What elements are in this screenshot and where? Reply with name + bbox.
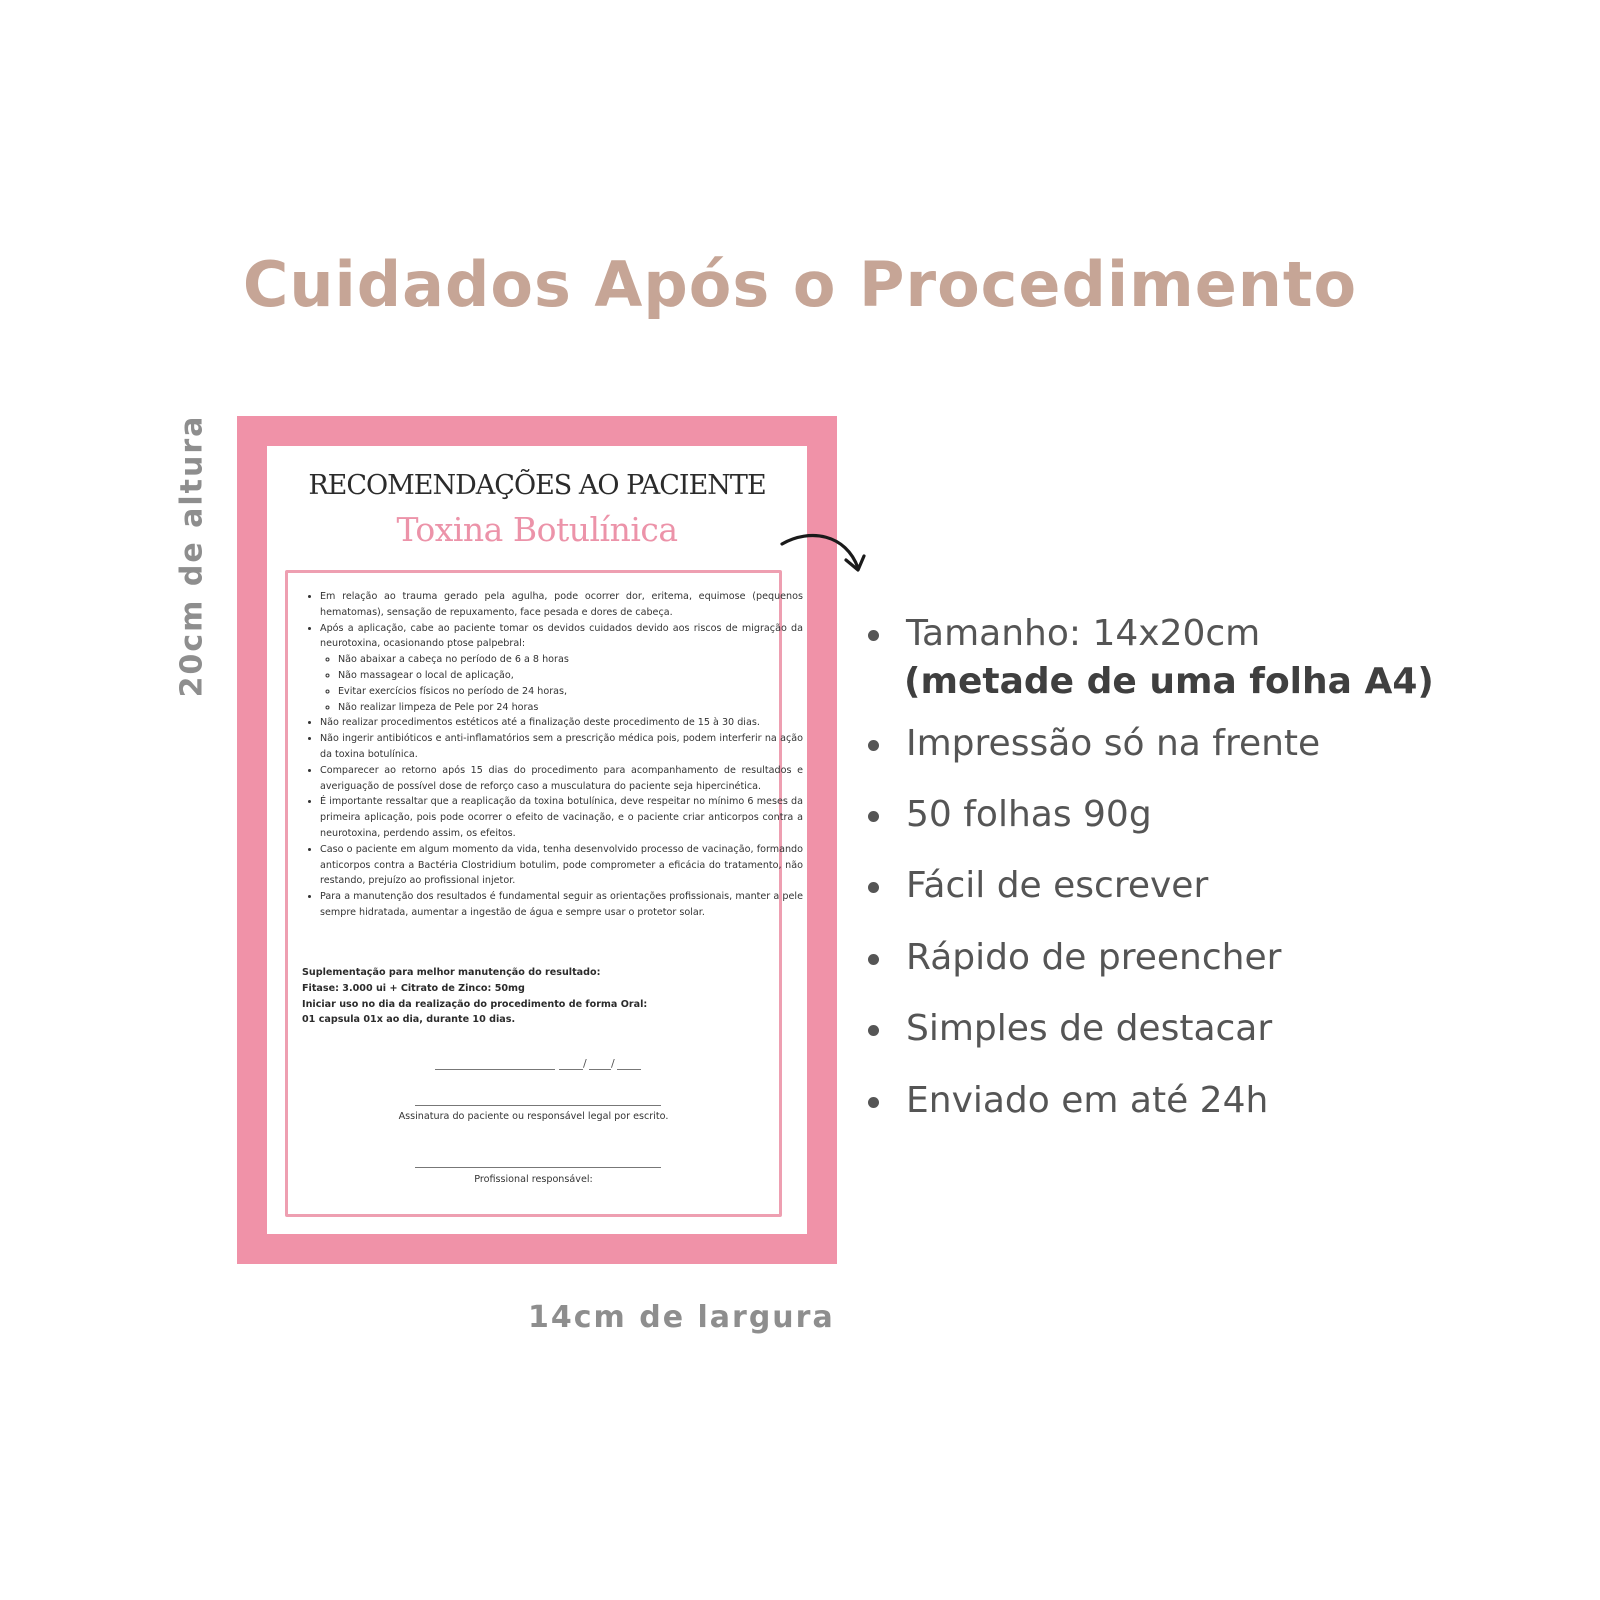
bullet-dot-icon bbox=[868, 1097, 879, 1108]
bullet-dot-icon bbox=[868, 811, 879, 822]
recommendation-item: • Não realizar procedimentos estéticos até a finalização deste procedimento de 15 à 30 dias. bbox=[320, 715, 803, 731]
recommendation-item: • Comparecer ao retorno após 15 dias do procedimento para acompanhamento de resultados e averiguação de possível dose de reforço caso a musculatura do paciente seja hipercinética. bbox=[320, 763, 803, 795]
date-separator: / bbox=[611, 1057, 615, 1070]
height-dimension-label: 20cm de altura bbox=[174, 414, 210, 698]
bullet-dot-icon bbox=[868, 630, 879, 641]
date-blank-line bbox=[559, 1069, 583, 1070]
recommendation-item-text: Após a aplicação, cabe ao paciente tomar os devidos cuidados devido aos riscos de migração da neurotoxina, ocasionando ptose palpebral: bbox=[320, 622, 803, 650]
recommendation-item: • Para a manutenção dos resultados é fundamental seguir as orientações profissionais, manter a pele sempre hidratada, aumentar a ingestão de água e sempre usar o protetor solar. bbox=[320, 889, 803, 921]
professional-signature-label: Profissional responsável: bbox=[474, 1174, 593, 1185]
width-dimension-label: 14cm de largura bbox=[528, 1300, 835, 1335]
feature-text: Rápido de preencher bbox=[906, 937, 1282, 978]
page-title: Cuidados Após o Procedimento bbox=[242, 248, 1358, 321]
supplement-line: Iniciar uso no dia da realização do procedimento de forma Oral: bbox=[302, 998, 648, 1010]
recommendation-item: • Não ingerir antibióticos e anti-inflamatórios sem a prescrição médica pois, podem interferir na ação da toxina botulínica. bbox=[320, 731, 803, 763]
recommendation-item: • Caso o paciente em algum momento da vida, tenha desenvolvido processo de vacinação, formando anticorpos contra a Bactéria Clostridium botulim, pode comprometer a eficácia do tratamento, não restando, prejuízo ao profissional injetor. bbox=[320, 842, 803, 889]
recommendation-subitem: ◦ Não massagear o local de aplicação, bbox=[338, 668, 803, 684]
recommendations-list bbox=[288, 589, 803, 921]
feature-text: Tamanho: 14x20cm bbox=[906, 613, 1261, 654]
feature-text: Fácil de escrever bbox=[906, 865, 1209, 906]
recommendation-item: • Em relação ao trauma gerado pela agulha, pode ocorrer dor, eritema, equimose (pequenos hematomas), sensação de repuxamento, face pesada e dores de cabeça. bbox=[320, 589, 803, 621]
supplement-line: 01 capsula 01x ao dia, durante 10 dias. bbox=[302, 1014, 516, 1026]
date-blank-line bbox=[435, 1069, 555, 1070]
date-separator: / bbox=[583, 1057, 587, 1070]
recommendation-subitem: ◦ Não realizar limpeza de Pele por 24 horas bbox=[338, 700, 803, 716]
feature-text: Simples de destacar bbox=[906, 1008, 1273, 1049]
card-heading: RECOMENDAÇÕES AO PACIENTE bbox=[308, 470, 766, 501]
recommendation-subitem: ◦ Não abaixar a cabeça no período de 6 a 8 horas bbox=[338, 652, 803, 668]
curved-arrow-icon bbox=[760, 520, 870, 590]
date-field bbox=[435, 1059, 685, 1071]
bullet-dot-icon bbox=[868, 1025, 879, 1036]
supplement-block bbox=[302, 965, 772, 1028]
feature-text: 50 folhas 90g bbox=[906, 794, 1152, 835]
date-blank-line bbox=[589, 1069, 611, 1070]
recommendation-sublist bbox=[320, 652, 803, 715]
card-preview-frame bbox=[237, 416, 837, 1264]
supplement-line: Suplementação para melhor manutenção do resultado: bbox=[302, 967, 601, 978]
supplement-line: Fitase: 3.000 ui + Citrato de Zinco: 50mg bbox=[302, 982, 525, 994]
recommendations-box bbox=[285, 570, 803, 1217]
recommendation-item: • É importante ressaltar que a reaplicação da toxina botulínica, deve respeitar no mínimo 6 meses da primeira aplicação, pois pode ocorrer o efeito de vacinação, e o paciente criar anticorpos contra a neurotoxina, perdendo assim, os efeitos. bbox=[320, 794, 803, 841]
card-sheet bbox=[267, 446, 807, 1234]
bullet-dot-icon bbox=[868, 740, 879, 751]
feature-text: Impressão só na frente bbox=[906, 723, 1321, 764]
professional-signature-line bbox=[415, 1167, 661, 1168]
date-blank-line bbox=[617, 1069, 641, 1070]
feature-note: (metade de uma folha A4) bbox=[904, 661, 1434, 702]
patient-signature-label: Assinatura do paciente ou responsável legal por escrito. bbox=[398, 1111, 669, 1122]
bullet-dot-icon bbox=[868, 954, 879, 965]
bullet-dot-icon bbox=[868, 882, 879, 893]
feature-text: Enviado em até 24h bbox=[906, 1080, 1269, 1121]
patient-signature-line bbox=[415, 1105, 661, 1106]
card-subheading: Toxina Botulínica bbox=[396, 510, 678, 549]
recommendation-item bbox=[320, 621, 803, 716]
recommendation-subitem: ◦ Evitar exercícios físicos no período de 24 horas, bbox=[338, 684, 803, 700]
